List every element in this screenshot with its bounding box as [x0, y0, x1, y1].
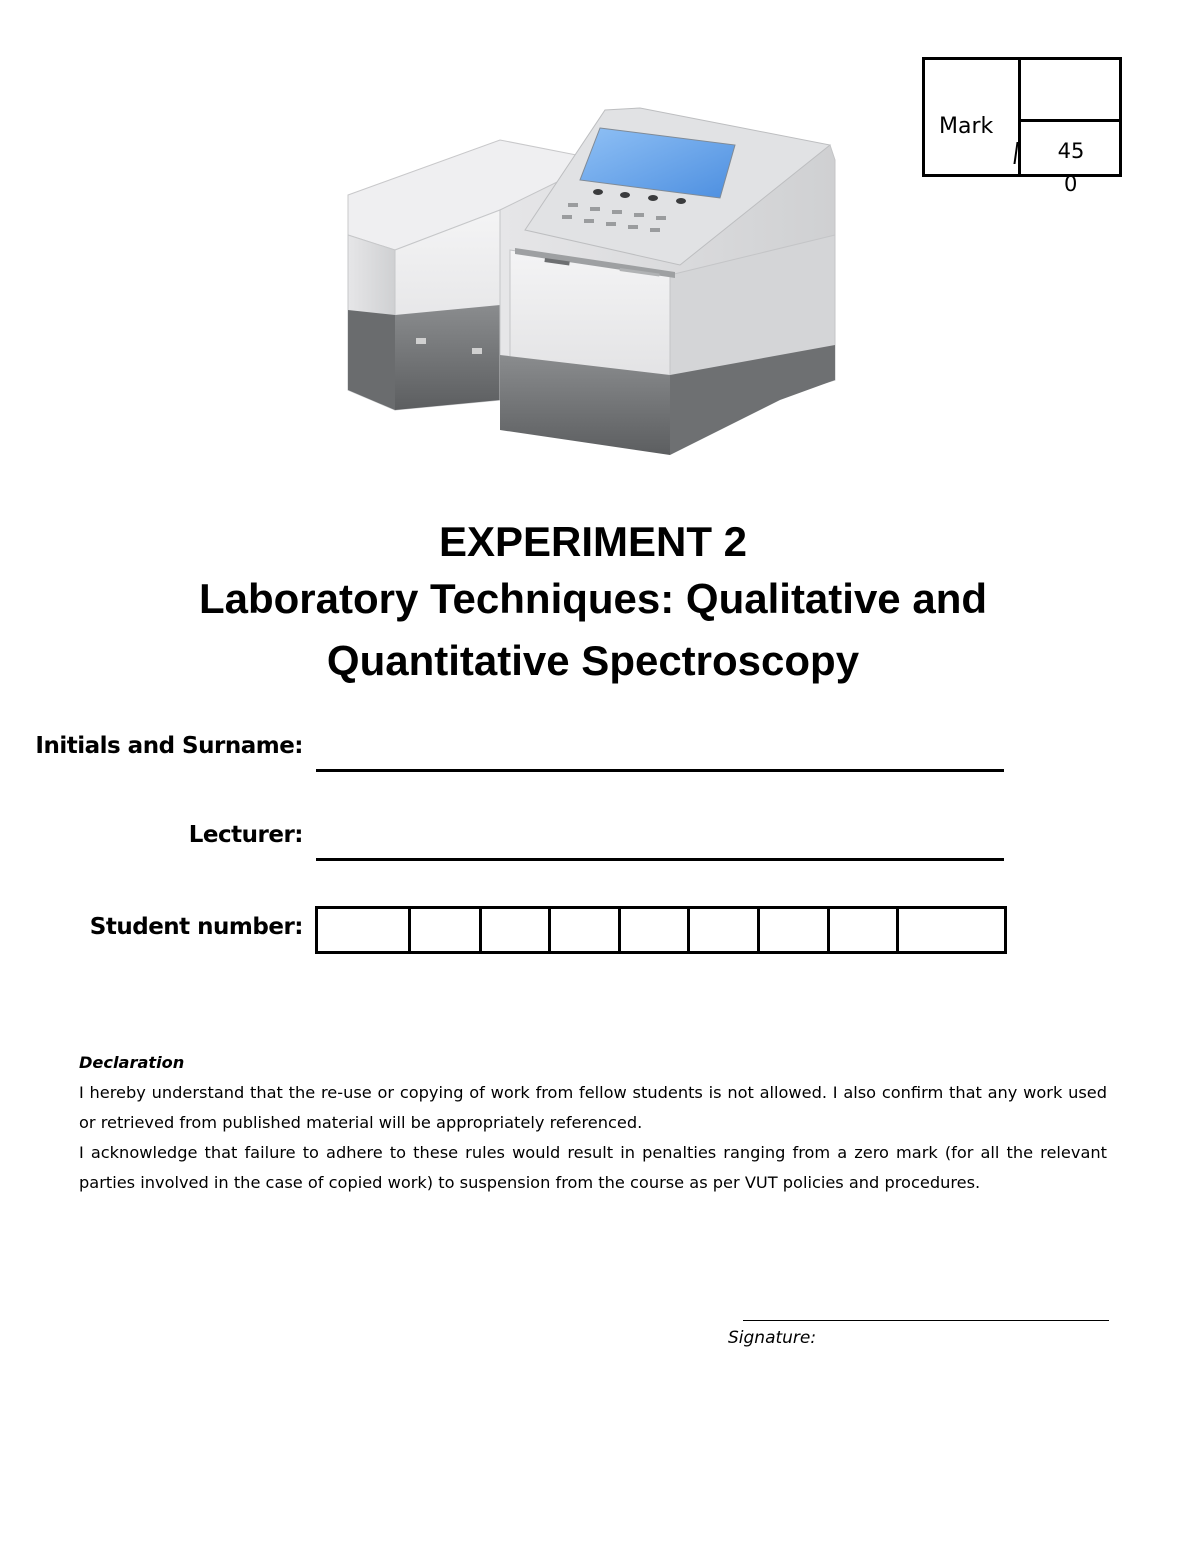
name-field-line[interactable]	[316, 769, 1004, 772]
student-number-cell[interactable]	[411, 909, 482, 951]
student-number-cell[interactable]	[621, 909, 690, 951]
student-number-cell[interactable]	[690, 909, 760, 951]
mark-total-overflow: 0	[1064, 172, 1078, 196]
signature-label: Signature:	[728, 1328, 817, 1348]
spectrophotometer-image	[340, 100, 850, 495]
name-field-label: Initials and Surname:	[35, 733, 303, 759]
declaration-paragraph: I hereby understand that the re-use or copying of work from fellow students is not allowed. I also confirm that any work used or retrieved from published material will be appropriately referenced.	[79, 1083, 1107, 1132]
student-number-cell[interactable]	[830, 909, 899, 951]
mark-box-divider	[1018, 60, 1021, 174]
student-number-cell[interactable]	[899, 909, 1004, 951]
mark-box	[922, 57, 1122, 177]
declaration-paragraph: I acknowledge that failure to adhere to these rules would result in penalties ranging from a zero mark (for all the relevant parties involved in the case of copied work) to suspension from the course as per VUT policies and procedures.	[79, 1143, 1107, 1192]
student-number-label: Student number:	[89, 914, 303, 940]
page-subtitle-line2: Quantitative Spectroscopy	[326, 637, 860, 684]
mark-box-divider	[1018, 119, 1122, 122]
title-block	[0, 516, 1200, 692]
page-subtitle-line1: Laboratory Techniques: Qualitative and	[198, 575, 988, 622]
lecturer-field-label: Lecturer:	[188, 822, 303, 848]
declaration	[79, 1048, 1107, 1198]
mark-label: Mark	[939, 114, 994, 139]
student-number-cell[interactable]	[318, 909, 411, 951]
student-number-cell[interactable]	[482, 909, 551, 951]
mark-total: 45	[1057, 139, 1085, 163]
student-number-grid	[315, 906, 1007, 954]
student-number-cell[interactable]	[551, 909, 621, 951]
lecturer-field-line[interactable]	[316, 858, 1004, 861]
declaration-heading: Declaration	[79, 1053, 185, 1072]
page-title: EXPERIMENT 2	[438, 518, 748, 565]
student-number-cell[interactable]	[760, 909, 830, 951]
signature-line[interactable]	[743, 1320, 1109, 1321]
